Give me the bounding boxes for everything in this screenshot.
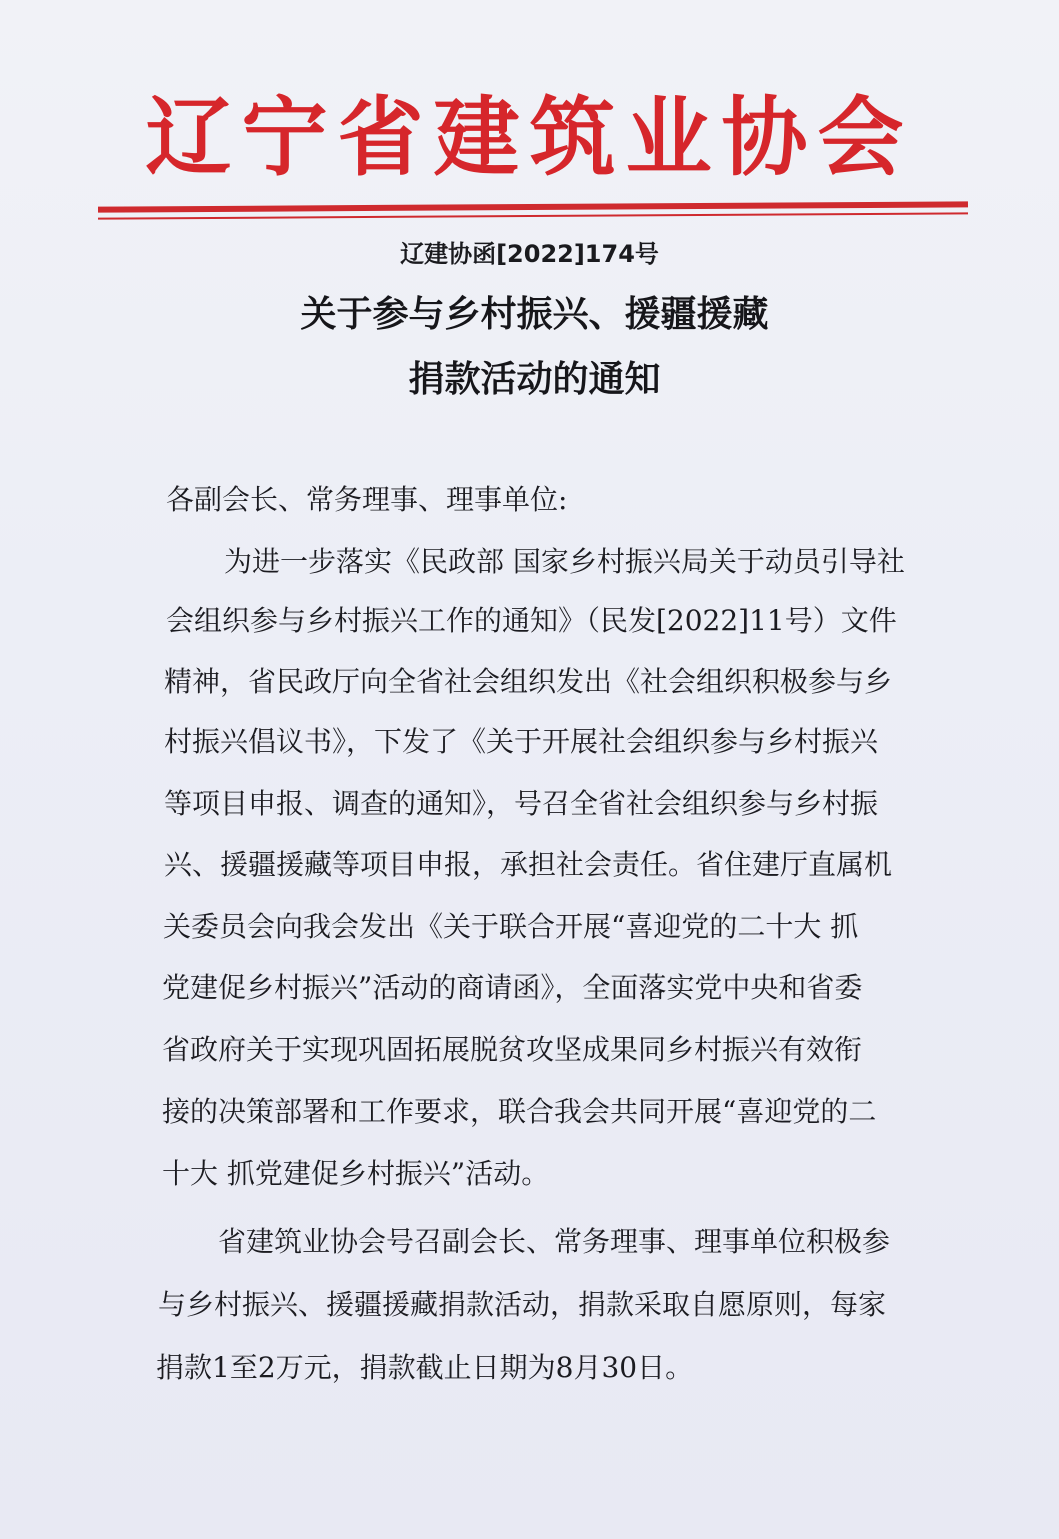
body-line: 捐款1至2万元，捐款截止日期为8月30日。 bbox=[156, 1351, 694, 1384]
document-number: 辽建协函[2022]174号 bbox=[400, 240, 659, 268]
body-line: 关委员会向我会发出《关于联合开展“喜迎党的二十大 抓 bbox=[163, 910, 859, 943]
body-line: 为进一步落实《民政部 国家乡村振兴局关于动员引导社 bbox=[224, 545, 905, 578]
body-line: 十大 抓党建促乡村振兴”活动。 bbox=[162, 1157, 550, 1190]
organization-letterhead: 辽宁省建筑业协会 bbox=[145, 87, 914, 188]
body-line: 兴、援疆援藏等项目申报，承担社会责任。省住建厅直属机 bbox=[164, 848, 893, 881]
body-line: 省建筑业协会号召副会长、常务理事、理事单位积极参 bbox=[218, 1225, 891, 1258]
body-line: 与乡村振兴、援疆援藏捐款活动，捐款采取自愿原则，每家 bbox=[158, 1288, 887, 1321]
body-line: 等项目申报、调查的通知》，号召全省社会组织参与乡村振 bbox=[164, 787, 879, 820]
body-line: 会组织参与乡村振兴工作的通知》（民发[2022]11号）文件 bbox=[166, 604, 897, 637]
document-title-line-2: 捐款活动的通知 bbox=[408, 359, 661, 400]
body-line: 省政府关于实现巩固拓展脱贫攻坚成果同乡村振兴有效衔 bbox=[162, 1033, 863, 1066]
body-line: 党建促乡村振兴”活动的商请函》，全面落实党中央和省委 bbox=[162, 971, 863, 1004]
letterhead-rule-thick bbox=[98, 201, 968, 212]
letterhead-rule-thin bbox=[98, 212, 968, 219]
salutation: 各副会长、常务理事、理事单位: bbox=[166, 483, 568, 516]
body-line: 精神，省民政厅向全省社会组织发出《社会组织积极参与乡 bbox=[164, 665, 893, 698]
document-title-line-1: 关于参与乡村振兴、援疆援藏 bbox=[300, 294, 769, 335]
body-line: 接的决策部署和工作要求，联合我会共同开展“喜迎党的二 bbox=[162, 1095, 877, 1128]
body-line: 村振兴倡议书》，下发了《关于开展社会组织参与乡村振兴 bbox=[164, 725, 879, 758]
